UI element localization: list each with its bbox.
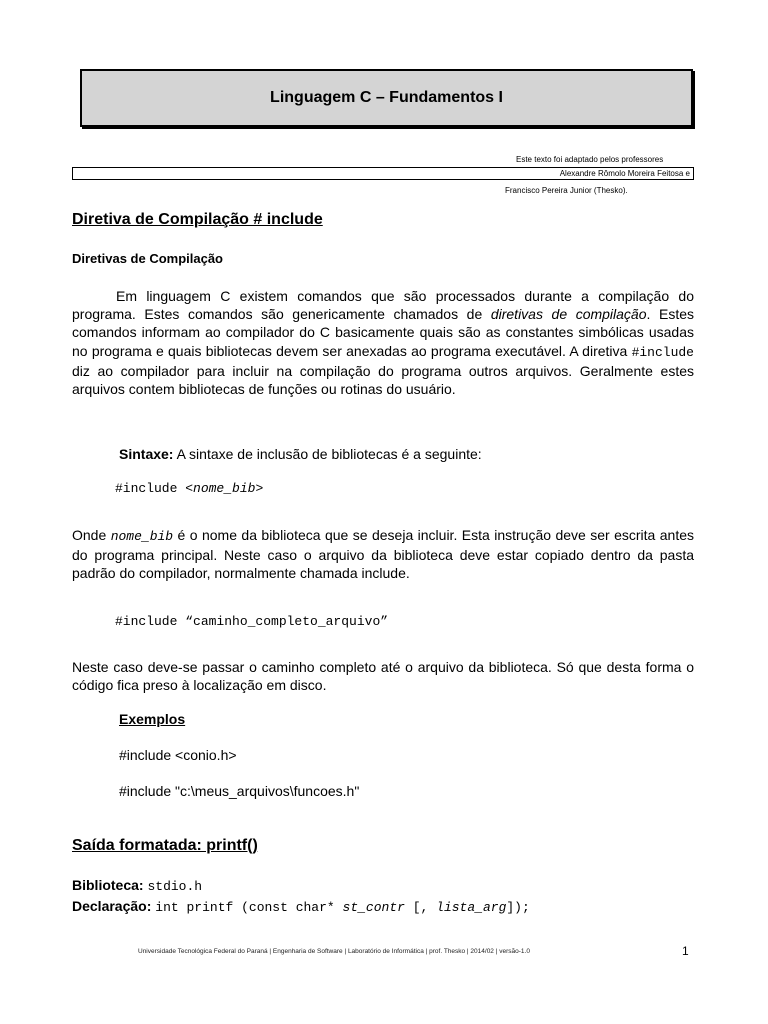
- syntax-line: Sintaxe: A sintaxe de inclusão de bibliotecas é a seguinte:: [119, 446, 482, 462]
- declaration-code: int printf (const char* st_contr [, lista_arg]);: [155, 900, 530, 915]
- document-title-box: [80, 69, 693, 127]
- example-conio: #include <conio.h>: [119, 747, 237, 763]
- paragraph-intro: Em linguagem C existem comandos que são processados durante a compilação do programa. Estes comandos são genericamente chamados de diretivas de compilação. Estes comandos informam ao compilador do C basicamente quais são as constantes simbólicas usadas no programa e quais bibliotecas devem ser anexadas ao programa executável. A diretiva #include diz ao compilador para incluir na compilação do programa outros arquivos. Geralmente estes arquivos contem bibliotecas de funções ou rotinas do usuário.: [72, 288, 694, 398]
- library-line: [72, 877, 202, 894]
- paragraph-nome-bib: Onde nome_bib é o nome da biblioteca que se deseja incluir. Esta instrução deve ser escrita antes do programa principal. Neste caso o arquivo da biblioteca deve estar copiado dentro da pasta padrão do compilador, normalmente chamada include.: [72, 527, 695, 582]
- section-heading-printf: Saída formatada: printf(): [72, 837, 258, 854]
- example-funcoes: #include "c:\meus_arquivos\funcoes.h": [119, 783, 360, 799]
- library-value: stdio.h: [147, 879, 203, 894]
- library-label: Biblioteca:: [72, 877, 144, 893]
- subheading-diretivas: Diretivas de Compilação: [72, 251, 223, 266]
- paragraph-path: Neste caso deve-se passar o caminho completo até o arquivo da biblioteca. Só que desta forma o código fica preso à localização em disco.: [72, 659, 694, 694]
- declaration-label: Declaração:: [72, 898, 152, 914]
- credit-line-2: Alexandre Rômolo Moreira Feitosa e: [559, 169, 690, 178]
- examples-heading: Exemplos: [119, 711, 186, 727]
- inline-code-include: #include: [631, 344, 694, 360]
- declaration-line: [72, 898, 530, 915]
- code-include-path: #include “caminho_completo_arquivo”: [115, 614, 389, 629]
- credit-line-1: Este texto foi adaptado pelos professores: [516, 155, 664, 164]
- code-include-syntax: #include <nome_bib>: [115, 481, 264, 496]
- document-title: Linguagem C – Fundamentos I: [270, 89, 503, 106]
- syntax-label: Sintaxe:: [119, 446, 174, 462]
- footer-text: Universidade Tecnológica Federal do Paraná | Engenharia de Software | Laboratório de Informática | prof. Thesko | 2014/02 | versão-1.0: [138, 948, 530, 955]
- credit-box: [72, 167, 694, 180]
- page-number: 1: [682, 944, 689, 958]
- section-heading-include: Diretiva de Compilação # include: [72, 211, 323, 228]
- credit-line-3: Francisco Pereira Junior (Thesko).: [505, 186, 628, 195]
- inline-code-nome-bib: nome_bib: [110, 529, 174, 544]
